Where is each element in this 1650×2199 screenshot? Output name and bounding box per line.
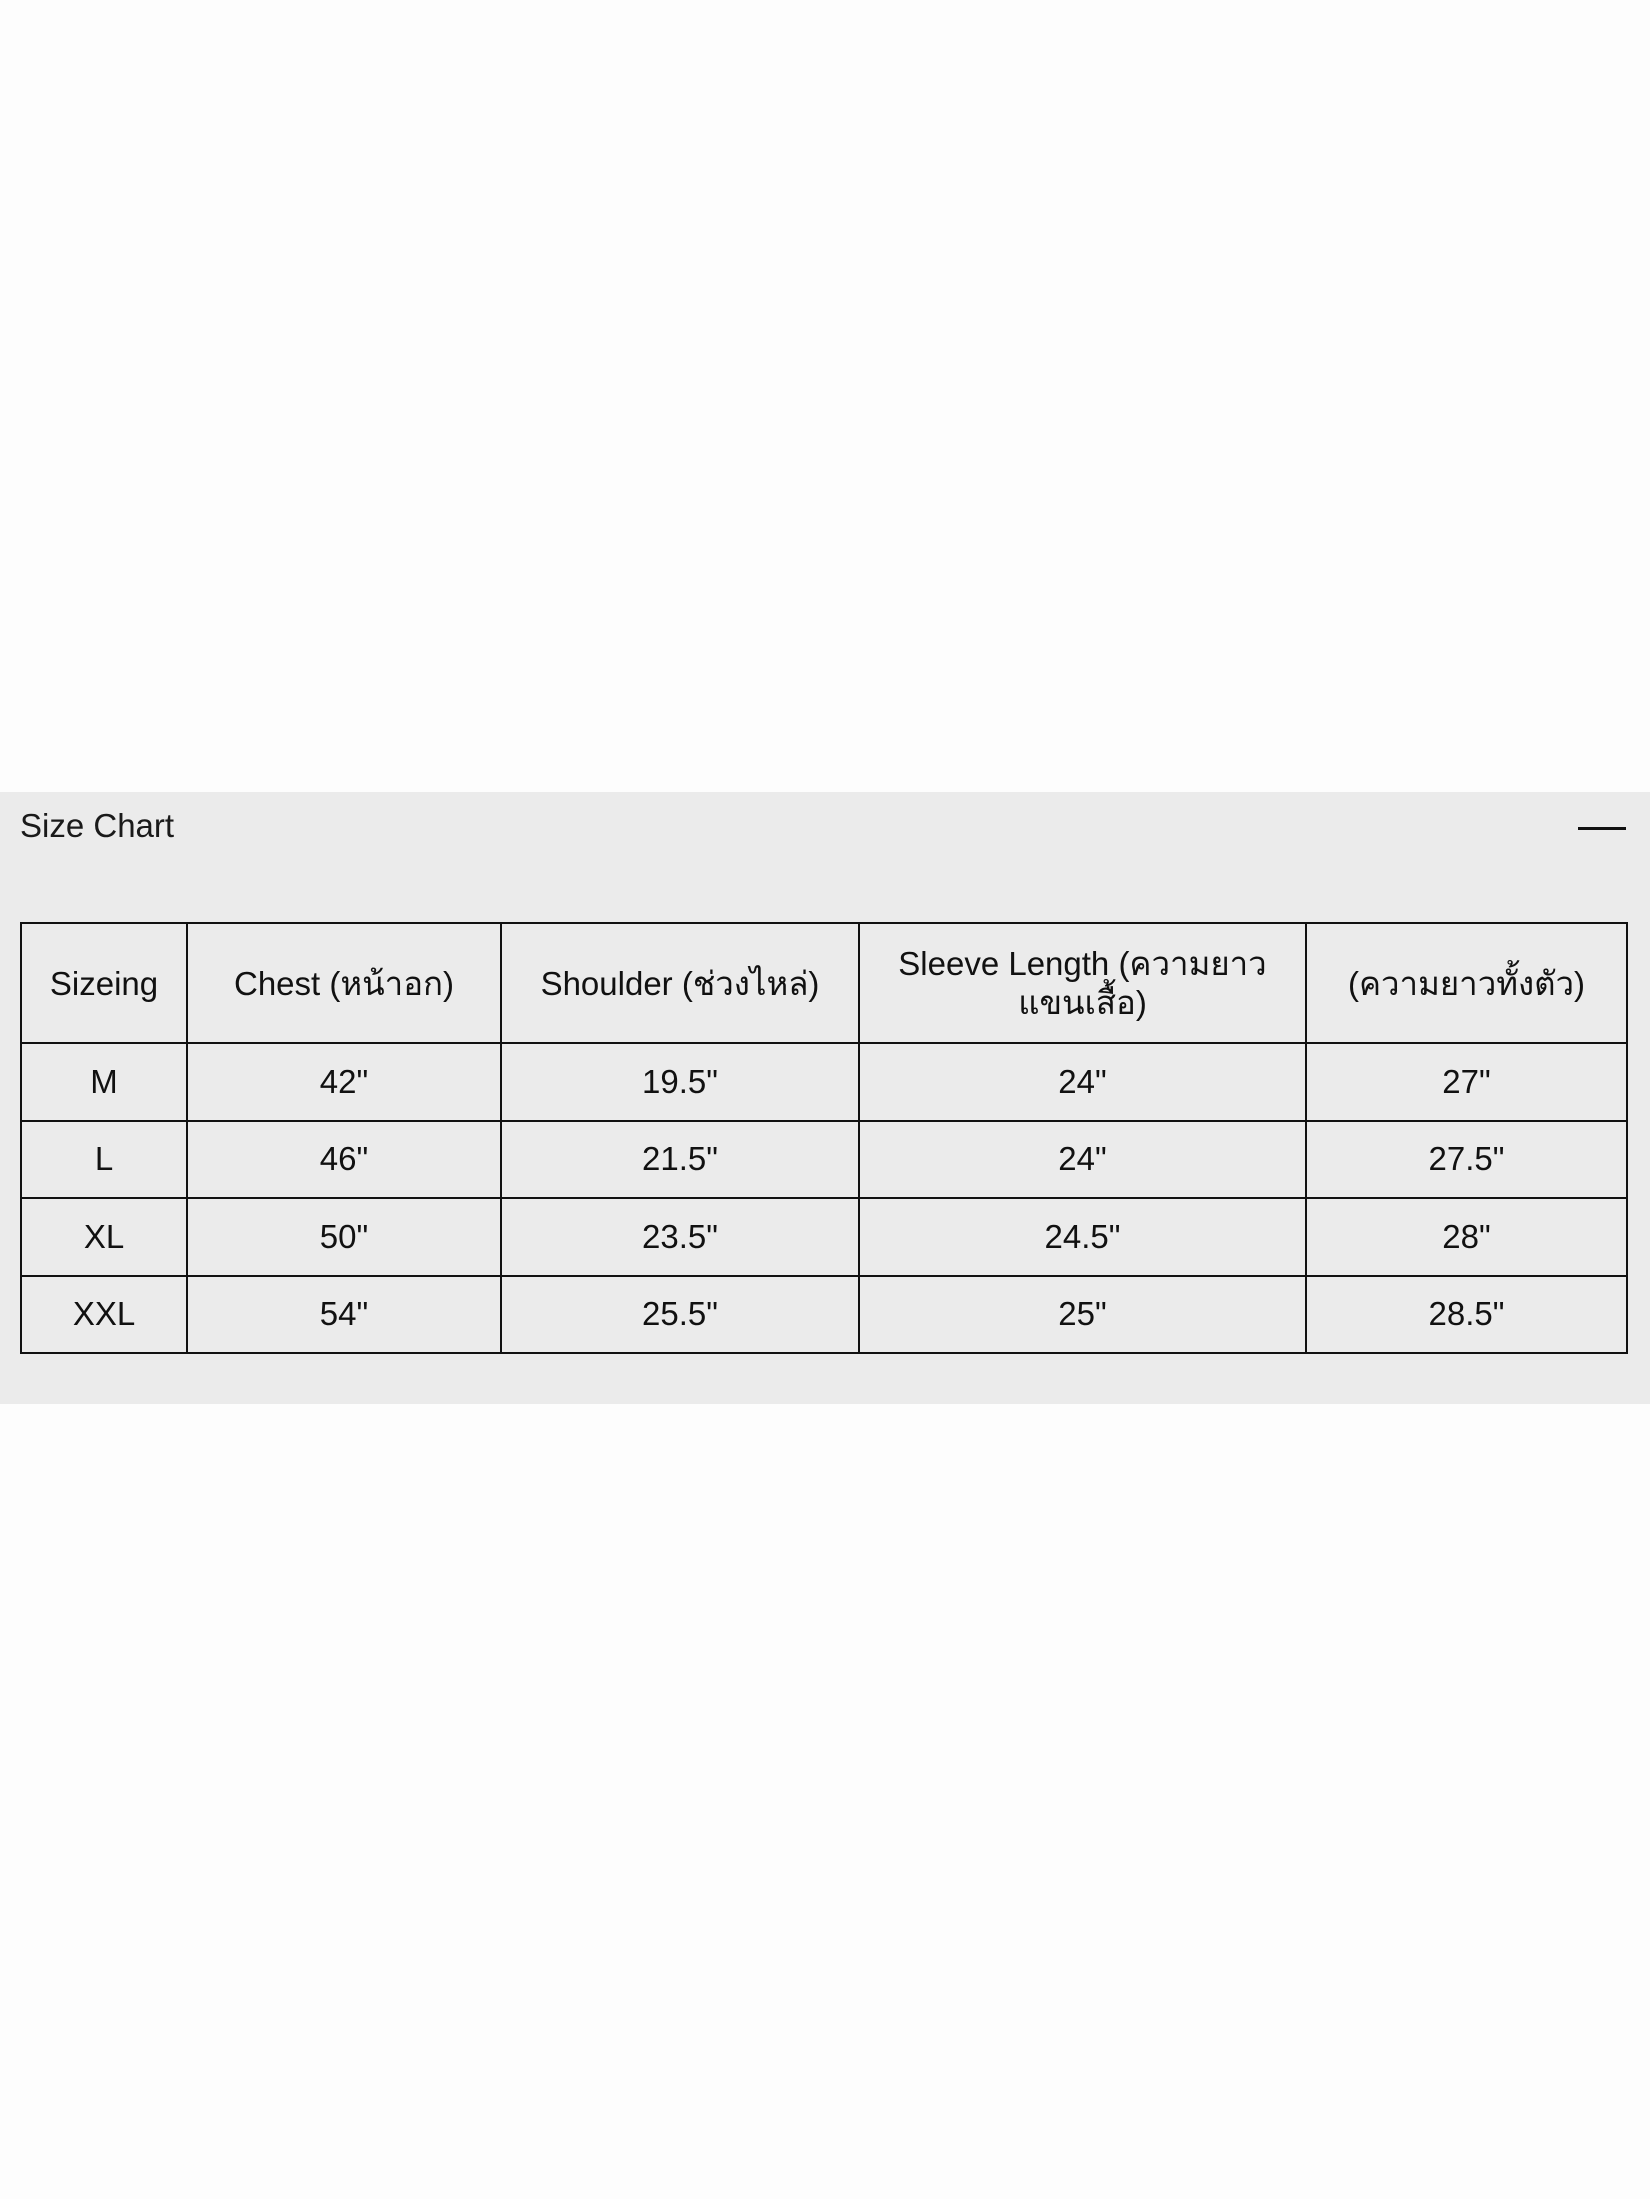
cell-body-length: 27" [1306,1043,1627,1121]
cell-size: M [21,1043,187,1121]
cell-shoulder: 21.5" [501,1121,859,1199]
size-table [20,922,1628,1354]
cell-chest: 42" [187,1043,501,1121]
cell-shoulder: 25.5" [501,1276,859,1354]
size-chart-panel [0,792,1650,1404]
table-header-row [21,923,1627,1043]
cell-shoulder: 23.5" [501,1198,859,1276]
cell-sleeve-length: 24.5" [859,1198,1306,1276]
cell-sleeve-length: 24" [859,1043,1306,1121]
header-sleeve-length: Sleeve Length (ความยาวแขนเสื้อ) [859,923,1306,1043]
size-chart-header[interactable] [0,792,1650,862]
cell-chest: 46" [187,1121,501,1199]
header-chest: Chest (หน้าอก) [187,923,501,1043]
cell-sleeve-length: 24" [859,1121,1306,1199]
cell-body-length: 28.5" [1306,1276,1627,1354]
cell-chest: 54" [187,1276,501,1354]
cell-chest: 50" [187,1198,501,1276]
cell-body-length: 27.5" [1306,1121,1627,1199]
size-chart-title: Size Chart [20,807,175,844]
collapse-button[interactable] [1570,810,1630,850]
cell-size: XL [21,1198,187,1276]
cell-size: XXL [21,1276,187,1354]
table-row [21,1276,1627,1354]
cell-sleeve-length: 25" [859,1276,1306,1354]
minus-icon [1578,827,1626,830]
table-row [21,1121,1627,1199]
cell-size: L [21,1121,187,1199]
header-sizeing: Sizeing [21,923,187,1043]
header-shoulder: Shoulder (ช่วงไหล่) [501,923,859,1043]
cell-shoulder: 19.5" [501,1043,859,1121]
cell-body-length: 28" [1306,1198,1627,1276]
table-row [21,1043,1627,1121]
header-body-length: (ความยาวทั้งตัว) [1306,923,1627,1043]
table-row [21,1198,1627,1276]
